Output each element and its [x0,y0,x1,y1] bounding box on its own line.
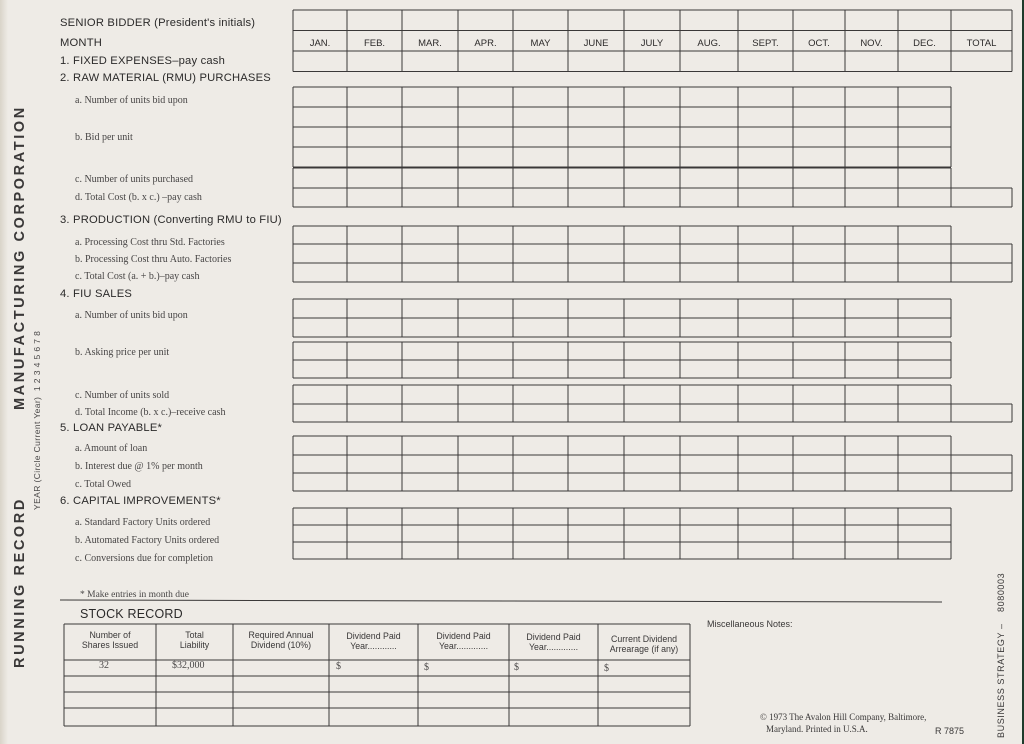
loan-total-owed-label: c. Total Owed [75,479,132,490]
production-label: 3. PRODUCTION (Converting RMU to FIU) [60,214,282,226]
running-record-title: RUNNING RECORD [12,497,28,668]
fiu-total-income-label: d. Total Income (b. x c.)–receive cash [75,407,226,418]
arrearage-header: Current Dividend Arrearage (if any) [609,634,679,654]
form-code: R 7875 [935,726,965,736]
month-header-july: JULY [640,38,664,49]
shares-issued-header: Number of Shares Issued [81,630,139,650]
month-header-total: TOTAL [966,38,997,49]
senior-bidder-label: SENIOR BIDDER (President's initials) [60,17,256,29]
copyright-line-1: © 1973 The Avalon Hill Company, Baltimore, [760,712,927,722]
auto-factory-units-label: b. Automated Factory Units ordered [75,535,220,546]
rmu-units-purchased-label: c. Number of units purchased [75,174,194,185]
loan-payable-label: 5. LOAN PAYABLE* [60,422,163,434]
month-header-feb: FEB. [363,38,386,49]
month-header-aug: AUG. [697,38,721,49]
footnote: * Make entries in month due [80,590,189,600]
form-number: 8080003 [996,572,1006,612]
month-header-oct: OCT. [808,38,830,49]
shares-issued-value[interactable]: 32 [99,660,109,671]
month-header-dec: DEC. [913,38,936,49]
copyright-line-2: Maryland. Printed in U.S.A. [766,724,868,734]
year-numbers[interactable]: 1 2 3 4 5 6 7 8 [32,330,42,392]
std-factory-units-label: a. Standard Factory Units ordered [75,517,211,528]
month-header-apr: APR. [474,38,497,49]
total-liability-value[interactable]: $32,000 [172,660,205,671]
rmu-bid-per-unit-label: b. Bid per unit [75,132,133,143]
raw-material-label: 2. RAW MATERIAL (RMU) PURCHASES [60,72,271,84]
dividend-paid-3-header: Dividend Paid Year............. [526,632,581,652]
fiu-units-bid-label: a. Number of units bid upon [75,310,188,321]
month-header-jan: JAN. [309,38,331,49]
conversions-label: c. Conversions due for completion [75,553,214,564]
fiu-units-sold-label: c. Number of units sold [75,390,170,401]
month-header-june: JUNE [583,38,609,49]
dividend-2-dollar[interactable]: $ [424,662,429,673]
dividend-paid-1-header: Dividend Paid Year............ [346,631,401,651]
month-header-nov: NOV. [860,38,883,49]
stock-record-title: STOCK RECORD [80,607,183,621]
rmu-total-cost-label: d. Total Cost (b. x c.) –pay cash [75,192,202,203]
fiu-asking-price-label: b. Asking price per unit [75,347,170,358]
capital-improvements-label: 6. CAPITAL IMPROVEMENTS* [60,495,221,507]
total-liability-header: Total Liability [179,630,210,650]
auto-processing-label: b. Processing Cost thru Auto. Factories [75,254,232,265]
company-title: MANUFACTURING CORPORATION [12,105,28,410]
loan-interest-label: b. Interest due @ 1% per month [75,461,203,472]
dividend-paid-2-header: Dividend Paid Year............. [436,631,491,651]
month-header-mar: MAR. [418,38,442,49]
dividend-1-dollar[interactable]: $ [336,661,341,672]
arrearage-dollar[interactable]: $ [604,663,609,674]
misc-notes-label: Miscellaneous Notes: [707,619,793,629]
production-total-label: c. Total Cost (a. + b.)–pay cash [75,271,200,282]
fixed-expenses-label: 1. FIXED EXPENSES–pay cash [60,55,226,67]
month-header-may: MAY [530,38,551,49]
std-processing-label: a. Processing Cost thru Std. Factories [75,237,225,248]
month-header-sept: SEPT. [752,38,779,49]
dividend-3-dollar[interactable]: $ [514,662,519,673]
month-label: MONTH [60,37,103,49]
loan-amount-label: a. Amount of loan [75,443,148,454]
required-dividend-header: Required Annual Dividend (10%) [248,630,314,650]
business-strategy-label: BUSINESS STRATEGY – [996,623,1006,738]
fiu-sales-label: 4. FIU SALES [60,288,133,300]
rmu-units-bid-label: a. Number of units bid upon [75,95,188,106]
year-label: YEAR (Circle Current Year) 1 2 3 4 5 6 7 8 [32,330,42,510]
